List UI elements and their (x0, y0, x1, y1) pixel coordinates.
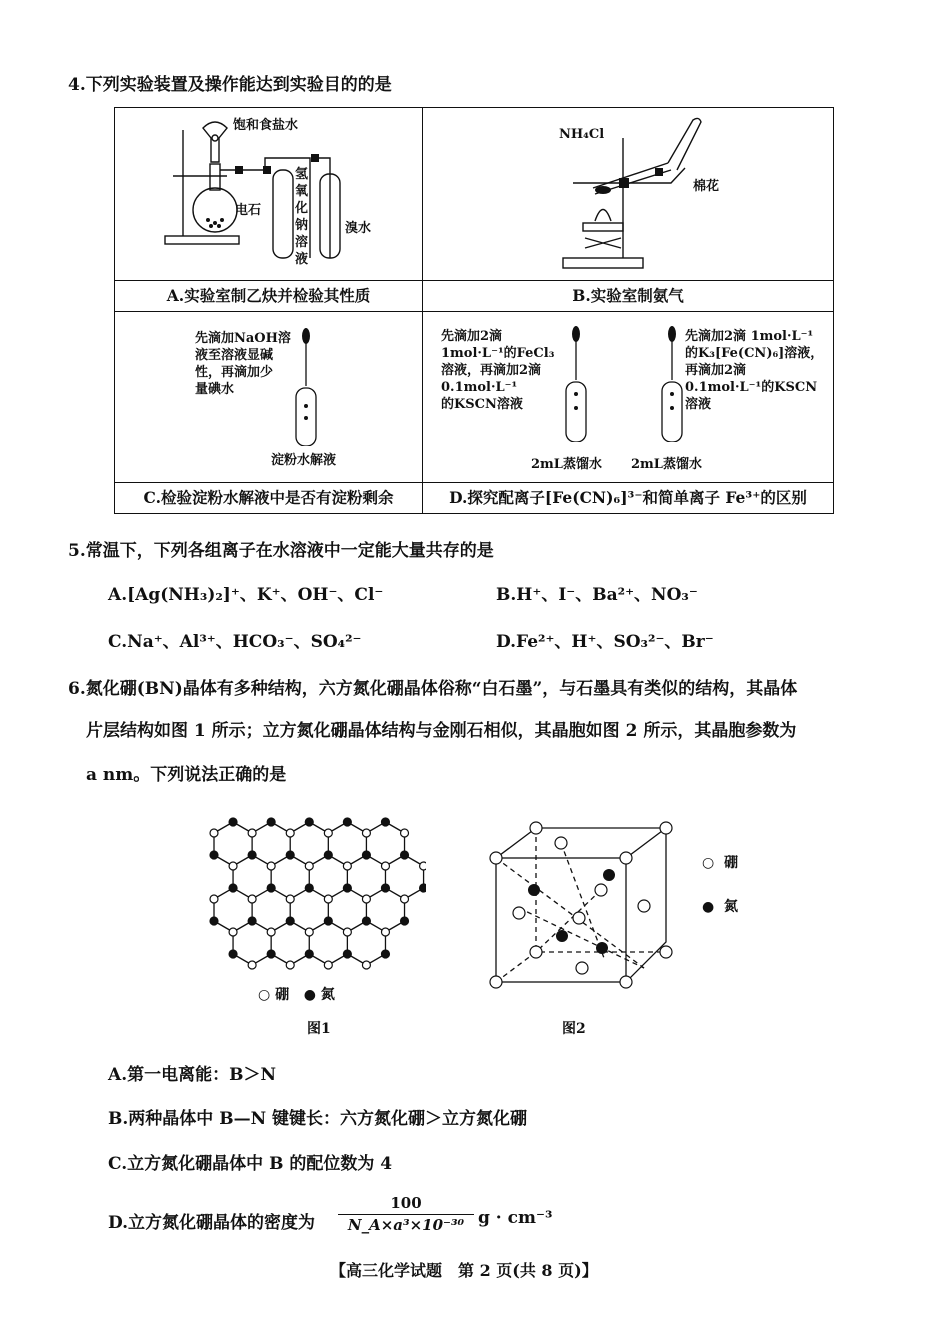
dropper-tube-left-icon (561, 324, 591, 442)
q5-option-c: C.Na⁺、Al³⁺、HCO₃⁻、SO₄²⁻ (108, 632, 362, 652)
label-cotton: 棉花 (693, 179, 720, 194)
q6-stem-line2: 片层结构如图 1 所示；立方氮化硼晶体结构与金刚石相似，其晶胞如图 2 所示，其晶胞参数为 (86, 721, 797, 741)
nitrogen-legend-icon: ● (702, 899, 715, 915)
boron-atom (229, 928, 237, 936)
fraction-denominator: N_A×a³×10⁻³⁰ (338, 1214, 474, 1234)
nitrogen-atom (401, 851, 409, 859)
nitrogen-atom (229, 950, 237, 958)
boron-atom (267, 862, 275, 870)
caption-c: C.检验淀粉水解液中是否有淀粉剩余 (143, 488, 394, 507)
label-starch-solution: 淀粉水解液 (271, 453, 337, 468)
label-water-left: 2mL蒸馏水 (531, 457, 602, 472)
boron-atom (248, 961, 256, 969)
q6-stem-line1: 6.氮化硼(BN)晶体有多种结构，六方氮化硼晶体俗称“白石墨”，与石墨具有类似的结构，其晶体 (68, 679, 798, 699)
q6-option-c: C.立方氮化硼晶体中 B 的配位数为 4 (108, 1154, 393, 1174)
label-nh4cl: NH₄Cl (559, 127, 605, 142)
label-water-right: 2mL蒸馏水 (631, 457, 702, 472)
caption-d: D.探究配离子[Fe(CN)₆]³⁻和简单离子 Fe³⁺的区别 (449, 488, 807, 507)
boron-atom (286, 895, 294, 903)
boron-atom (267, 928, 275, 936)
q4-stem: 4.下列实验装置及操作能达到实验目的的是 (68, 75, 392, 95)
label-naoh: 氢 氧 化 钠 溶 液 (295, 167, 309, 267)
boron-atom (305, 928, 313, 936)
nitrogen-atom (420, 884, 426, 892)
fig2-legend-nitrogen: ● 氮 (702, 899, 738, 915)
note-c: 先滴加NaOH溶 液至溶液显碱 性，再滴加少 量碘水 (195, 331, 291, 397)
nitrogen-atom (210, 917, 218, 925)
fig1-caption: 图1 (307, 1021, 331, 1037)
nitrogen-atom (210, 851, 218, 859)
boron-atom (381, 862, 389, 870)
fraction-numerator: 100 (390, 1194, 422, 1212)
note-d-right: 先滴加2滴 1mol·L⁻¹ 的K₃[Fe(CN)₆]溶液， 再滴加2滴 0.1mol·L⁻¹的KSCN 溶液 (685, 329, 824, 412)
boron-atom (210, 829, 218, 837)
boron-atom (248, 895, 256, 903)
caption-b: B.实验室制氨气 (572, 286, 684, 305)
q5-stem: 5.常温下，下列各组离子在水溶液中一定能大量共存的是 (68, 541, 494, 561)
nitrogen-atom (267, 950, 275, 958)
nitrogen-legend-icon: ● (303, 987, 316, 1003)
note-d-left: 先滴加2滴 1mol·L⁻¹的FeCl₃ 溶液，再滴加2滴 0.1mol·L⁻¹ 的KSCN溶液 (441, 329, 555, 412)
q6-option-b: B.两种晶体中 B—N 键键长：六方氮化硼＞立方氮化硼 (108, 1109, 528, 1129)
nitrogen-atom (305, 950, 313, 958)
label-salt-water: 饱和食盐水 (233, 118, 299, 133)
boron-atom (343, 862, 351, 870)
nitrogen-atom (324, 917, 332, 925)
q6-stem-line3: a nm。下列说法正确的是 (86, 765, 287, 785)
fig2-legend-boron: ○ 硼 (702, 855, 738, 871)
boron-atom (248, 829, 256, 837)
boron-atom (324, 895, 332, 903)
nitrogen-atom (343, 818, 351, 826)
nitrogen-atom (381, 884, 389, 892)
boron-atom (362, 961, 370, 969)
boron-atom (286, 829, 294, 837)
q6-option-d-unit: g · cm⁻³ (478, 1208, 553, 1228)
hexagonal-bn-figure (196, 800, 426, 1000)
boron-legend-icon: ○ (258, 987, 271, 1003)
apparatus-a (115, 108, 422, 280)
nitrogen-atom (381, 950, 389, 958)
fig2-caption: 图2 (562, 1021, 586, 1037)
cubic-bn-unit-cell-figure (484, 818, 684, 993)
boron-atom (229, 862, 237, 870)
boron-atom (324, 961, 332, 969)
dropper-test-tube-icon (291, 326, 321, 446)
fig1-legend: ○ 硼 ● 氮 (258, 987, 335, 1003)
apparatus-d (423, 312, 833, 482)
label-calcium-carbide: 电石 (235, 203, 262, 218)
q5-option-a: A.[Ag(NH₃)₂]⁺、K⁺、OH⁻、Cl⁻ (108, 585, 384, 605)
boron-atom (286, 961, 294, 969)
nitrogen-atom (267, 818, 275, 826)
boron-atom (305, 862, 313, 870)
boron-atom (401, 895, 409, 903)
boron-atom (401, 829, 409, 837)
boron-atom (324, 829, 332, 837)
label-bromine-water: 溴水 (345, 221, 372, 236)
boron-atom (362, 829, 370, 837)
nitrogen-atom (305, 884, 313, 892)
boron-atom (343, 928, 351, 936)
nitrogen-atom (324, 851, 332, 859)
page-footer: 【高三化学试题 第 2 页(共 8 页)】 (330, 1261, 598, 1280)
ammonia-apparatus-icon (423, 108, 833, 280)
apparatus-c (115, 312, 422, 482)
nitrogen-atom (362, 851, 370, 859)
nitrogen-atom (343, 884, 351, 892)
nitrogen-atom (229, 884, 237, 892)
q4-apparatus-table (114, 107, 834, 514)
nitrogen-atom (229, 818, 237, 826)
boron-legend-icon: ○ (702, 855, 715, 871)
boron-atom (420, 862, 426, 870)
q5-option-d: D.Fe²⁺、H⁺、SO₃²⁻、Br⁻ (496, 632, 714, 652)
nitrogen-atom (401, 917, 409, 925)
nitrogen-atom (381, 818, 389, 826)
nitrogen-atom (286, 851, 294, 859)
apparatus-b (423, 108, 833, 280)
q6-option-a: A.第一电离能：B＞N (108, 1065, 277, 1085)
nitrogen-atom (267, 884, 275, 892)
q6-option-d-prefix: D.立方氮化硼晶体的密度为 (108, 1213, 316, 1233)
nitrogen-atom (362, 917, 370, 925)
nitrogen-atom (305, 818, 313, 826)
caption-a: A.实验室制乙炔并检验其性质 (166, 286, 371, 305)
nitrogen-atom (286, 917, 294, 925)
boron-atom (381, 928, 389, 936)
q6-option-d-fraction (338, 1194, 474, 1234)
nitrogen-atom (248, 917, 256, 925)
dropper-tube-right-icon (657, 324, 687, 442)
q5-option-b: B.H⁺、I⁻、Ba²⁺、NO₃⁻ (496, 585, 698, 605)
boron-atom (362, 895, 370, 903)
nitrogen-atom (248, 851, 256, 859)
nitrogen-atom (343, 950, 351, 958)
boron-atom (210, 895, 218, 903)
